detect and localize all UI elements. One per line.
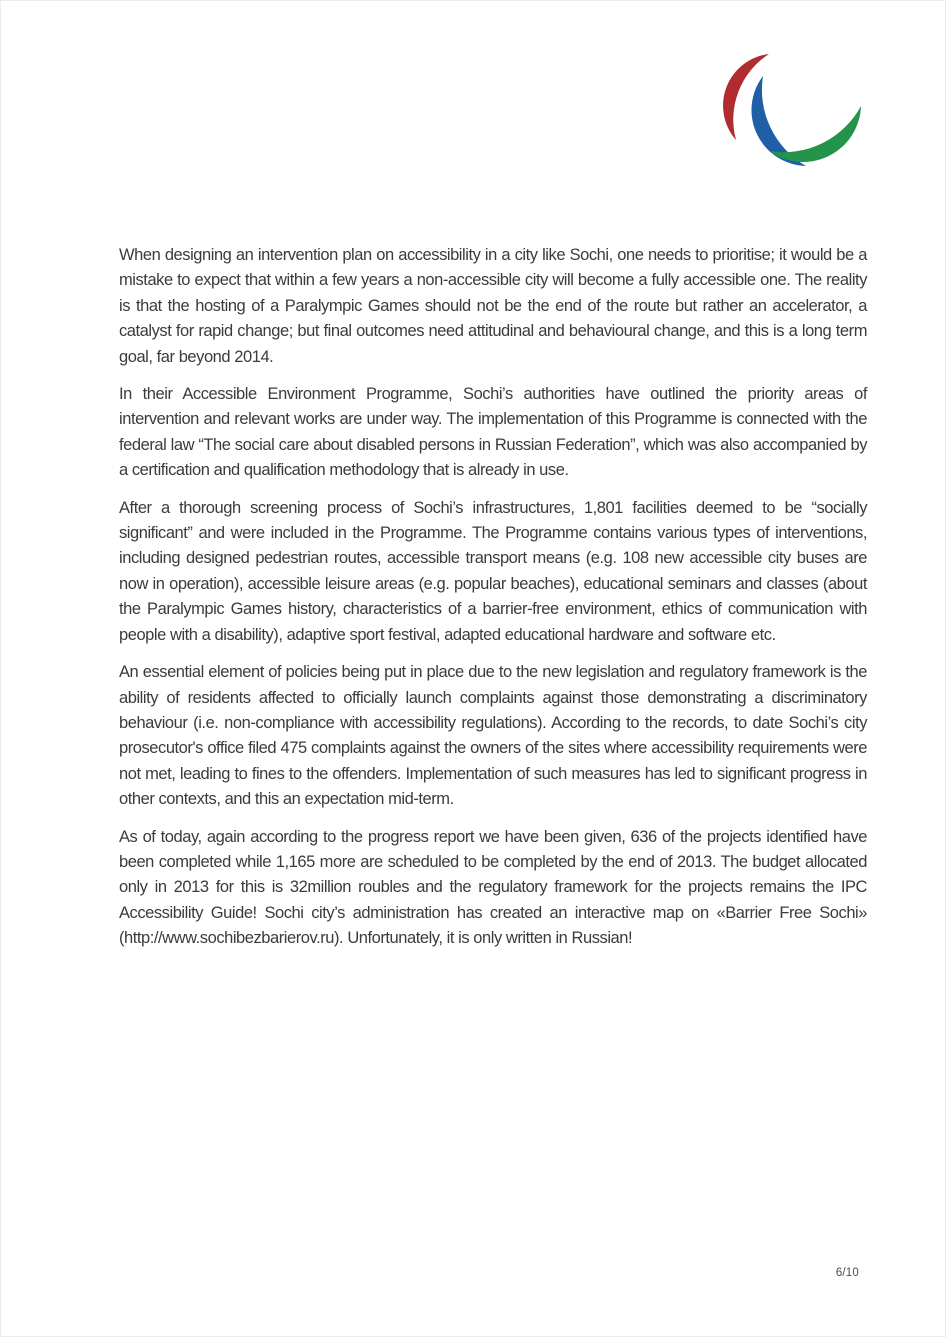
- page-number: 6/10: [835, 1267, 859, 1279]
- paragraph-1: When designing an intervention plan on accessibility in a city like Sochi, one needs to prioritise; it would be a mistake to expect that within a few years a non-accessible city will become a fully accessible one. The reality is that the hosting of a Paralympic Games should not be the end of the route but rather an accelerator, a catalyst for rapid change; but final outcomes need attitudinal and behavioural change, and this is a long term goal, far beyond 2014.: [119, 246, 867, 366]
- agito-green-icon: [769, 106, 861, 162]
- paragraph-3: After a thorough screening process of Sochi’s infrastructures, 1,801 facilities deemed to be “socially significant” and were included in the Programme. The Programme contains various types of interventions, including designed pedestrian routes, accessible transport means (e.g. 108 new accessible city buses are now in operation), accessible leisure areas (e.g. popular beaches), educational seminars and classes (about the Paralympic Games history, characteristics of a barrier-free environment, ethics of communication with people with a disability), adaptive sport festival, adapted educational hardware and software etc.: [119, 498, 867, 644]
- paralympic-agitos-logo: [691, 46, 891, 196]
- document-body: [119, 243, 867, 964]
- paragraph-4: An essential element of policies being put in place due to the new legislation and regulatory framework is the ability of residents affected to officially launch complaints against those demonstrating a discriminatory behaviour (i.e. non-compliance with accessibility regulations). According to the records, to date Sochi’s city prosecutor's office filed 475 complaints against the owners of the sites where accessibility requirements were not met, leading to fines to the offenders. Implementation of such measures has led to significant progress in other contexts, and this an expectation mid-term.: [119, 663, 867, 809]
- paragraph-2: In their Accessible Environment Programme, Sochi’s authorities have outlined the priority areas of intervention and relevant works are under way. The implementation of this Programme is connected with the federal law “The social care about disabled persons in Russian Federation”, which was also accompanied by a certification and qualification methodology that is already in use.: [119, 385, 867, 480]
- paragraph-5: As of today, again according to the progress report we have been given, 636 of the projects identified have been completed while 1,165 more are scheduled to be completed by the end of 2013. The budget allocated only in 2013 for this is 32million roubles and the regulatory framework for the projects remains the IPC Accessibility Guide! Sochi city’s administration has created an interactive map on «Barrier Free Sochi» (http://www.sochibezbarierov.ru). Unfortunately, it is only written in Russian!: [119, 827, 867, 948]
